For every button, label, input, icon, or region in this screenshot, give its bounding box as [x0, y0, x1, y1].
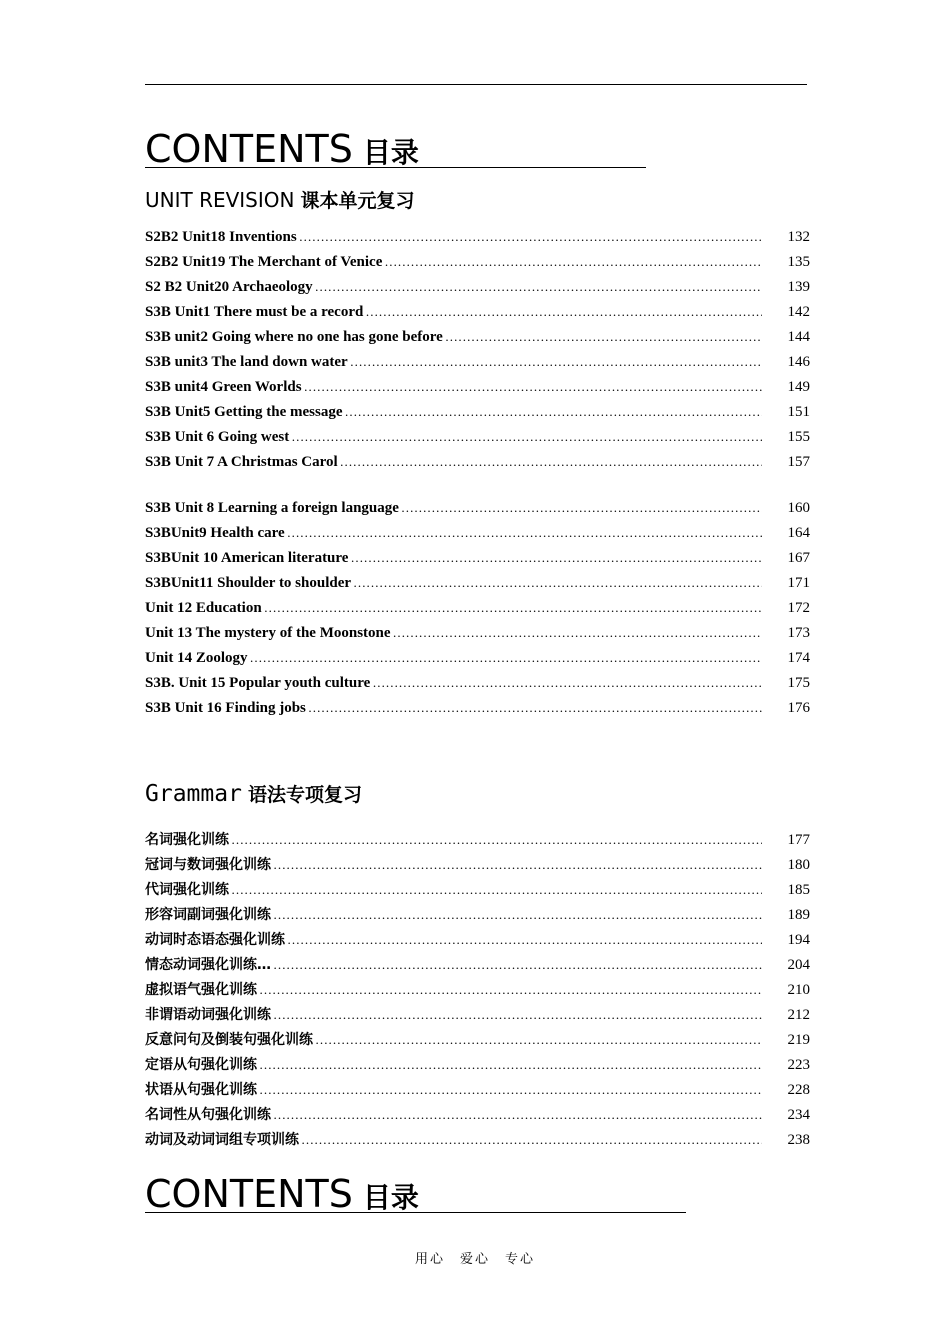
toc-entry-page: 194: [787, 932, 810, 948]
toc-entry-page: 174: [787, 650, 810, 666]
dot-leader: [372, 670, 762, 695]
toc-entry[interactable]: [145, 1002, 810, 1027]
toc-entry[interactable]: [145, 449, 810, 474]
toc-entry-label: S2 B2 Unit20 Archaeology: [145, 279, 313, 295]
unit-revision-heading: [145, 187, 415, 214]
dot-leader: [401, 495, 762, 520]
dot-leader: [365, 299, 762, 324]
contents-title-en: CONTENTS: [145, 1172, 353, 1216]
toc-entry-page: 139: [787, 279, 810, 295]
toc-entry-page: 155: [787, 429, 810, 445]
unit-revision-title-cn: 课本单元复习: [300, 190, 415, 212]
toc-entry-label: S3B Unit 6 Going west: [145, 429, 290, 445]
toc-entry[interactable]: [145, 595, 810, 620]
dot-leader: [231, 827, 762, 852]
toc-entry-page: 223: [787, 1057, 810, 1073]
toc-entry-label: 代词强化训练: [145, 882, 229, 898]
toc-entry-label: S3B unit4 Green Worlds: [145, 379, 302, 395]
dot-leader: [259, 1052, 762, 1077]
toc-entry-page: 212: [787, 1007, 810, 1023]
toc-entry-label: S2B2 Unit18 Inventions: [145, 229, 297, 245]
dot-leader: [345, 399, 763, 424]
toc-entry-label: 冠词与数词强化训练: [145, 857, 271, 873]
toc-entry-page: 132: [787, 229, 810, 245]
dot-leader: [273, 852, 762, 877]
toc-entry-label: 形容词副词强化训练: [145, 907, 271, 923]
toc-entry-label: 名词性从句强化训练: [145, 1107, 271, 1123]
contents-title-en: CONTENTS: [145, 127, 353, 171]
dot-leader: [350, 349, 762, 374]
toc-entry-page: 160: [787, 500, 810, 516]
dot-leader: [315, 1027, 762, 1052]
toc-entry-label: S3B Unit5 Getting the message: [145, 404, 343, 420]
contents-underline-repeat: [145, 1212, 686, 1213]
toc-entry[interactable]: [145, 374, 810, 399]
toc-entry-page: 228: [787, 1082, 810, 1098]
toc-entry-label: 虚拟语气强化训练: [145, 982, 257, 998]
toc-entry-page: 238: [787, 1132, 810, 1148]
dot-leader: [291, 424, 762, 449]
toc-entry-page: 167: [787, 550, 810, 566]
dot-leader: [384, 249, 762, 274]
toc-entry-page: 210: [787, 982, 810, 998]
toc-entry[interactable]: [145, 424, 810, 449]
toc-entry-page: 157: [787, 454, 810, 470]
toc-entry-page: 204: [787, 957, 810, 973]
toc-entry-label: S3BUnit 10 American literature: [145, 550, 349, 566]
toc-entry-page: 175: [787, 675, 810, 691]
toc-entry-label: Unit 12 Education: [145, 600, 262, 616]
toc-entry-label: Unit 13 The mystery of the Moonstone: [145, 625, 391, 641]
contents-underline: [145, 167, 646, 168]
toc-entry-label: 非谓语动词强化训练: [145, 1007, 271, 1023]
toc-entry-label: S3B Unit 8 Learning a foreign language: [145, 500, 399, 516]
toc-entry[interactable]: [145, 877, 810, 902]
toc-entry-label: S3B unit2 Going where no one has gone before: [145, 329, 443, 345]
toc-entry[interactable]: [145, 224, 810, 249]
toc-entry[interactable]: [145, 1052, 810, 1077]
toc-entry-page: 164: [787, 525, 810, 541]
toc-entry-page: 171: [787, 575, 810, 591]
toc-entry[interactable]: [145, 977, 810, 1002]
toc-entry[interactable]: [145, 249, 810, 274]
toc-entry[interactable]: [145, 827, 810, 852]
toc-entry-page: 151: [787, 404, 810, 420]
toc-entry[interactable]: [145, 299, 810, 324]
toc-entry-page: 185: [787, 882, 810, 898]
toc-entry[interactable]: [145, 670, 810, 695]
dot-leader: [445, 324, 762, 349]
toc-entry-page: 189: [787, 907, 810, 923]
toc-entry-page: 149: [787, 379, 810, 395]
toc-entry-label: 定语从句强化训练: [145, 1057, 257, 1073]
toc-entry-label: 名词强化训练: [145, 832, 229, 848]
dot-leader: [273, 1002, 762, 1027]
toc-entry-page: 144: [787, 329, 810, 345]
grammar-heading: [145, 780, 362, 809]
toc-entry-page: 219: [787, 1032, 810, 1048]
toc-entry[interactable]: [145, 545, 810, 570]
dot-leader: [353, 570, 762, 595]
toc-entry[interactable]: [145, 645, 810, 670]
dot-leader: [259, 1077, 762, 1102]
toc-entry-page: 234: [787, 1107, 810, 1123]
toc-entry[interactable]: [145, 399, 810, 424]
toc-entry-label: 反意问句及倒装句强化训练: [145, 1032, 313, 1048]
toc-entry[interactable]: [145, 349, 810, 374]
toc-entry[interactable]: [145, 952, 810, 977]
toc-entry[interactable]: [145, 495, 810, 520]
grammar-title-cn: 语法专项复习: [247, 784, 362, 806]
toc-entry-label: 动词时态语态强化训练: [145, 932, 285, 948]
toc-entry-label: S3BUnit9 Health care: [145, 525, 285, 541]
toc-entry[interactable]: [145, 620, 810, 645]
toc-entry[interactable]: [145, 520, 810, 545]
contents-title-cn: 目录: [362, 1181, 419, 1214]
toc-entry[interactable]: [145, 1077, 810, 1102]
toc-entry-page: 146: [787, 354, 810, 370]
page-footer: 用心 爱心 专心: [414, 1252, 535, 1267]
dot-leader: [287, 927, 762, 952]
dot-leader: [301, 1127, 762, 1152]
toc-entry[interactable]: [145, 1127, 810, 1152]
dot-leader: [264, 595, 762, 620]
toc-entry[interactable]: [145, 1102, 810, 1127]
dot-leader: [393, 620, 762, 645]
toc-entry-page: 176: [787, 700, 810, 716]
dot-leader: [340, 449, 762, 474]
toc-entry-label: S3BUnit11 Shoulder to shoulder: [145, 575, 352, 591]
toc-entry-page: 135: [787, 254, 810, 270]
toc-entry-label: 情态动词强化训练…: [145, 957, 271, 973]
dot-leader: [315, 274, 762, 299]
dot-leader: [350, 545, 762, 570]
contents-title-cn: 目录: [362, 136, 419, 169]
dot-leader: [231, 877, 762, 902]
toc-entry-label: 动词及动词词组专项训练: [145, 1132, 299, 1148]
toc-entry[interactable]: [145, 1027, 810, 1052]
dot-leader: [304, 374, 762, 399]
toc-entry-label: S3B Unit1 There must be a record: [145, 304, 364, 320]
toc-entry-label: 状语从句强化训练: [145, 1082, 257, 1098]
toc-entry[interactable]: [145, 852, 810, 877]
toc-entry-page: 173: [787, 625, 810, 641]
toc-entry-label: S3B Unit 7 A Christmas Carol: [145, 454, 338, 470]
toc-entry-label: Unit 14 Zoology: [145, 650, 248, 666]
toc-entry-label: S3B Unit 16 Finding jobs: [145, 700, 306, 716]
unit-revision-title-en: UNIT REVISION: [145, 188, 295, 212]
toc-entry[interactable]: [145, 570, 810, 595]
dot-leader: [287, 520, 762, 545]
toc-entry-page: 180: [787, 857, 810, 873]
dot-leader: [308, 695, 762, 720]
toc-entry[interactable]: [145, 902, 810, 927]
toc-entry-page: 172: [787, 600, 810, 616]
dot-leader: [299, 224, 762, 249]
dot-leader: [250, 645, 762, 670]
grammar-title-en: Grammar: [145, 781, 242, 807]
toc-entry[interactable]: [145, 324, 810, 349]
toc-entry-page: 142: [787, 304, 810, 320]
toc-entry-page: 177: [787, 832, 810, 848]
toc-entry[interactable]: [145, 927, 810, 952]
dot-leader: [273, 902, 762, 927]
toc-entry[interactable]: [145, 695, 810, 720]
top-rule: [145, 84, 807, 85]
toc-entry-label: S3B unit3 The land down water: [145, 354, 348, 370]
dot-leader: [259, 977, 762, 1002]
dot-leader: [273, 952, 762, 977]
toc-entry[interactable]: [145, 274, 810, 299]
dot-leader: [273, 1102, 762, 1127]
toc-entry-label: S3B. Unit 15 Popular youth culture: [145, 675, 371, 691]
toc-entry-label: S2B2 Unit19 The Merchant of Venice: [145, 254, 383, 270]
